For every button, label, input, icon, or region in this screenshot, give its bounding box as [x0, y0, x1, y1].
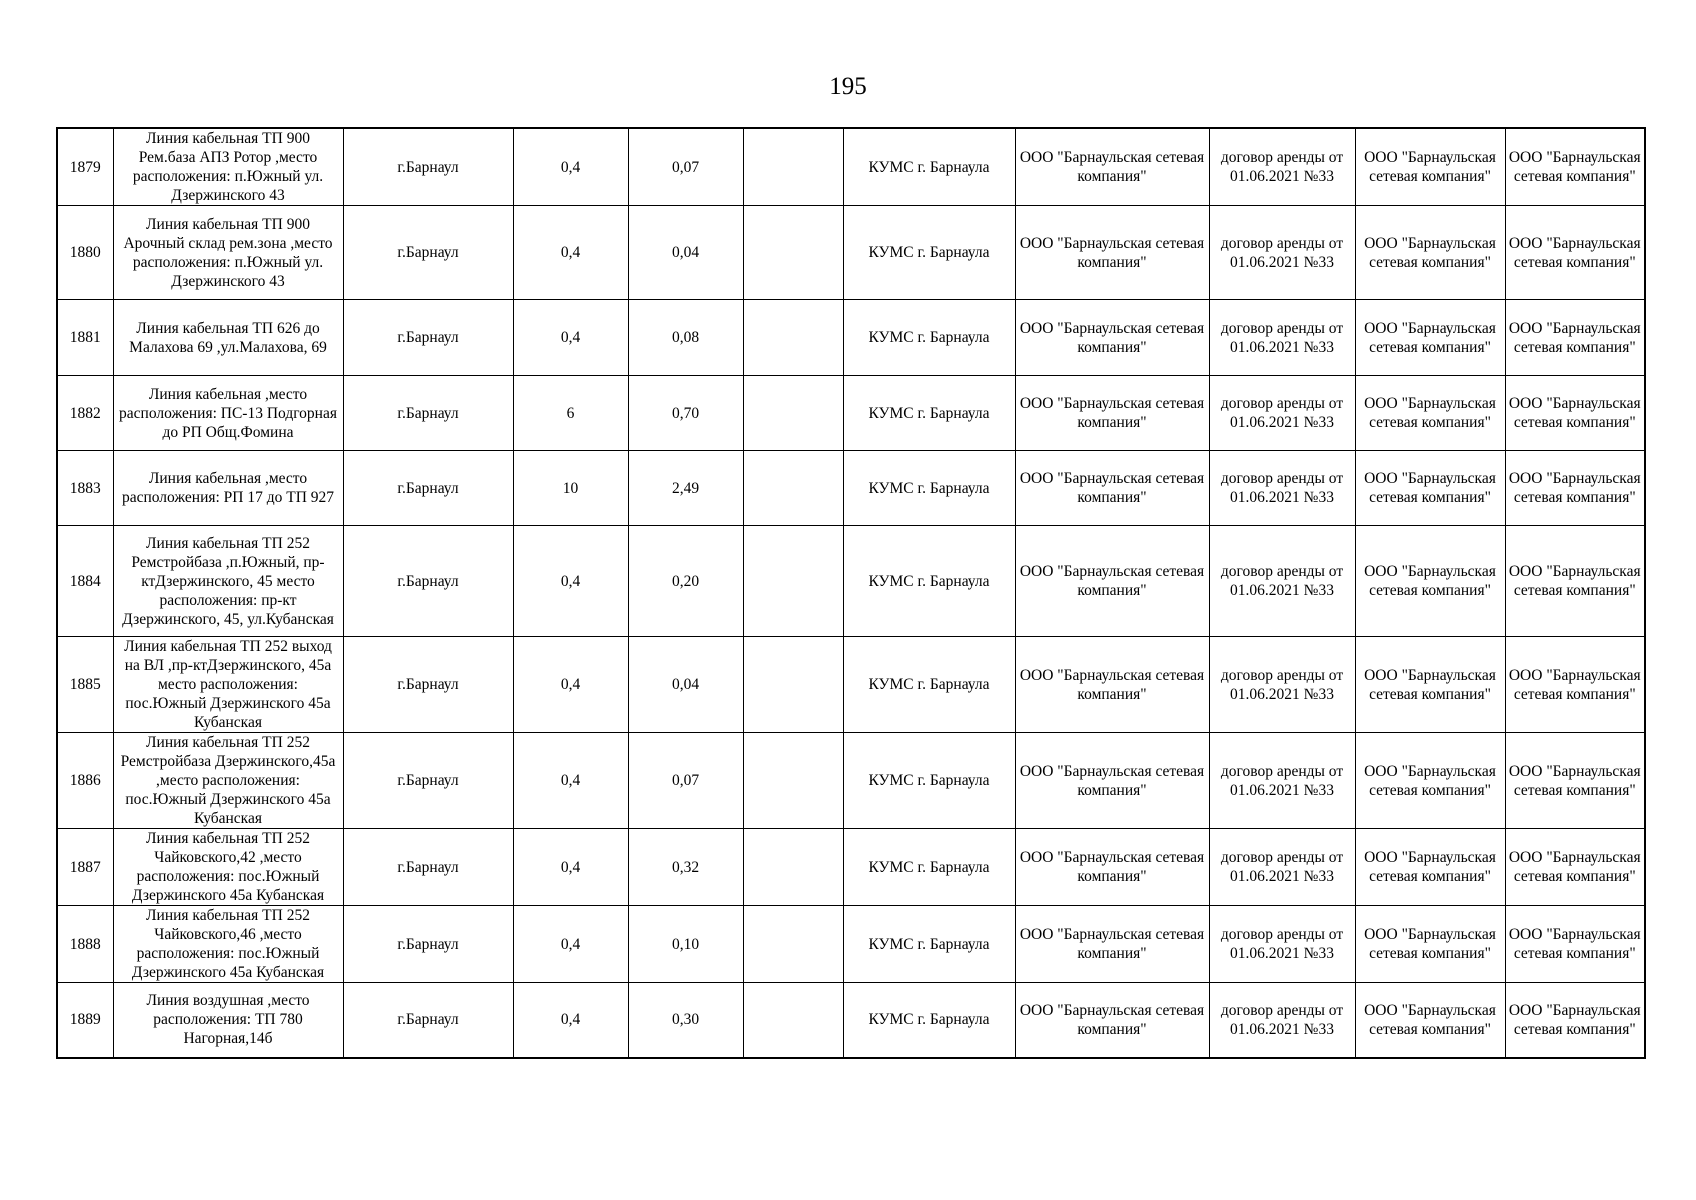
cell-owner: КУМС г. Барнаула	[843, 526, 1015, 637]
cell-city: г.Барнаул	[343, 829, 513, 906]
cell-length: 0,70	[628, 376, 743, 451]
cell-contract: договор аренды от 01.06.2021 №33	[1209, 451, 1355, 526]
cell-owner: КУМС г. Барнаула	[843, 128, 1015, 206]
cell-operator: ООО "Барнаульская сетевая компания"	[1505, 451, 1645, 526]
cell-lessor: ООО "Барнаульская сетевая компания"	[1015, 376, 1209, 451]
cell-extra	[743, 451, 843, 526]
cell-city: г.Барнаул	[343, 906, 513, 983]
cell-operator: ООО "Барнаульская сетевая компания"	[1505, 206, 1645, 300]
cell-lessor: ООО "Барнаульская сетевая компания"	[1015, 733, 1209, 829]
cell-name: Линия кабельная ТП 900 Арочный склад рем.зона ,место расположения: п.Южный ул. Дзержинского 43	[113, 206, 343, 300]
cell-lessor: ООО "Барнаульская сетевая компания"	[1015, 983, 1209, 1058]
cell-contract: договор аренды от 01.06.2021 №33	[1209, 637, 1355, 733]
cell-lessor: ООО "Барнаульская сетевая компания"	[1015, 526, 1209, 637]
table-row	[57, 206, 1645, 300]
cell-num: 1885	[57, 637, 113, 733]
cell-extra	[743, 526, 843, 637]
cell-tenant: ООО "Барнаульская сетевая компания"	[1355, 983, 1505, 1058]
cell-num: 1882	[57, 376, 113, 451]
cell-voltage: 0,4	[513, 637, 628, 733]
cell-owner: КУМС г. Барнаула	[843, 376, 1015, 451]
cell-lessor: ООО "Барнаульская сетевая компания"	[1015, 206, 1209, 300]
cell-name: Линия кабельная ,место расположения: ПС-13 Подгорная до РП Общ.Фомина	[113, 376, 343, 451]
cell-operator: ООО "Барнаульская сетевая компания"	[1505, 128, 1645, 206]
cell-extra	[743, 637, 843, 733]
page-number: 195	[829, 73, 867, 100]
cell-operator: ООО "Барнаульская сетевая компания"	[1505, 829, 1645, 906]
cell-operator: ООО "Барнаульская сетевая компания"	[1505, 906, 1645, 983]
cell-voltage: 0,4	[513, 906, 628, 983]
cell-num: 1888	[57, 906, 113, 983]
cell-name: Линия кабельная ТП 252 Чайковского,42 ,место расположения: пос.Южный Дзержинского 45а Кубанская	[113, 829, 343, 906]
cell-num: 1879	[57, 128, 113, 206]
cell-extra	[743, 983, 843, 1058]
cell-contract: договор аренды от 01.06.2021 №33	[1209, 526, 1355, 637]
cell-num: 1886	[57, 733, 113, 829]
cell-tenant: ООО "Барнаульская сетевая компания"	[1355, 206, 1505, 300]
cell-owner: КУМС г. Барнаула	[843, 829, 1015, 906]
cell-num: 1887	[57, 829, 113, 906]
cell-operator: ООО "Барнаульская сетевая компания"	[1505, 376, 1645, 451]
cell-length: 0,10	[628, 906, 743, 983]
table-row	[57, 526, 1645, 637]
cell-name: Линия кабельная ТП 252 выход на ВЛ ,пр-ктДзержинского, 45а место расположения: пос.Южный Дзержинского 45а Кубанская	[113, 637, 343, 733]
cell-voltage: 0,4	[513, 733, 628, 829]
cell-city: г.Барнаул	[343, 983, 513, 1058]
cell-voltage: 0,4	[513, 128, 628, 206]
cell-length: 0,20	[628, 526, 743, 637]
cell-contract: договор аренды от 01.06.2021 №33	[1209, 376, 1355, 451]
cell-city: г.Барнаул	[343, 128, 513, 206]
cell-extra	[743, 128, 843, 206]
cell-contract: договор аренды от 01.06.2021 №33	[1209, 733, 1355, 829]
cell-operator: ООО "Барнаульская сетевая компания"	[1505, 637, 1645, 733]
cell-contract: договор аренды от 01.06.2021 №33	[1209, 983, 1355, 1058]
cell-tenant: ООО "Барнаульская сетевая компания"	[1355, 906, 1505, 983]
table-row	[57, 128, 1645, 206]
cell-voltage: 6	[513, 376, 628, 451]
cell-owner: КУМС г. Барнаула	[843, 906, 1015, 983]
table-row	[57, 983, 1645, 1058]
cell-owner: КУМС г. Барнаула	[843, 300, 1015, 376]
cell-length: 0,07	[628, 733, 743, 829]
cell-owner: КУМС г. Барнаула	[843, 206, 1015, 300]
cell-contract: договор аренды от 01.06.2021 №33	[1209, 206, 1355, 300]
cell-contract: договор аренды от 01.06.2021 №33	[1209, 829, 1355, 906]
table-row	[57, 637, 1645, 733]
cell-name: Линия кабельная ТП 252 Чайковского,46 ,место расположения: пос.Южный Дзержинского 45а Кубанская	[113, 906, 343, 983]
cell-contract: договор аренды от 01.06.2021 №33	[1209, 906, 1355, 983]
cell-city: г.Барнаул	[343, 637, 513, 733]
cell-name: Линия кабельная ТП 900 Рем.база АПЗ Ротор ,место расположения: п.Южный ул. Дзержинского 43	[113, 128, 343, 206]
cell-voltage: 0,4	[513, 206, 628, 300]
table-row	[57, 376, 1645, 451]
registry-table	[56, 127, 1646, 1059]
cell-owner: КУМС г. Барнаула	[843, 637, 1015, 733]
table-row	[57, 733, 1645, 829]
cell-name: Линия кабельная ТП 626 до Малахова 69 ,ул.Малахова, 69	[113, 300, 343, 376]
cell-city: г.Барнаул	[343, 206, 513, 300]
cell-tenant: ООО "Барнаульская сетевая компания"	[1355, 300, 1505, 376]
cell-voltage: 0,4	[513, 983, 628, 1058]
cell-operator: ООО "Барнаульская сетевая компания"	[1505, 983, 1645, 1058]
cell-operator: ООО "Барнаульская сетевая компания"	[1505, 300, 1645, 376]
cell-num: 1884	[57, 526, 113, 637]
cell-num: 1881	[57, 300, 113, 376]
cell-length: 0,04	[628, 637, 743, 733]
cell-num: 1880	[57, 206, 113, 300]
cell-lessor: ООО "Барнаульская сетевая компания"	[1015, 451, 1209, 526]
cell-extra	[743, 733, 843, 829]
cell-name: Линия кабельная ,место расположения: РП 17 до ТП 927	[113, 451, 343, 526]
table-row	[57, 906, 1645, 983]
cell-lessor: ООО "Барнаульская сетевая компания"	[1015, 128, 1209, 206]
cell-tenant: ООО "Барнаульская сетевая компания"	[1355, 829, 1505, 906]
cell-lessor: ООО "Барнаульская сетевая компания"	[1015, 300, 1209, 376]
cell-owner: КУМС г. Барнаула	[843, 733, 1015, 829]
cell-city: г.Барнаул	[343, 733, 513, 829]
cell-tenant: ООО "Барнаульская сетевая компания"	[1355, 128, 1505, 206]
cell-lessor: ООО "Барнаульская сетевая компания"	[1015, 637, 1209, 733]
table-row	[57, 829, 1645, 906]
cell-voltage: 10	[513, 451, 628, 526]
cell-operator: ООО "Барнаульская сетевая компания"	[1505, 526, 1645, 637]
cell-num: 1889	[57, 983, 113, 1058]
cell-name: Линия кабельная ТП 252 Ремстройбаза ,п.Южный, пр-ктДзержинского, 45 место расположения: пр-кт Дзержинского, 45, ул.Кубанская	[113, 526, 343, 637]
cell-name: Линия кабельная ТП 252 Ремстройбаза Дзержинского,45а ,место расположения: пос.Южный Дзержинского 45а Кубанская	[113, 733, 343, 829]
cell-operator: ООО "Барнаульская сетевая компания"	[1505, 733, 1645, 829]
cell-city: г.Барнаул	[343, 376, 513, 451]
cell-lessor: ООО "Барнаульская сетевая компания"	[1015, 906, 1209, 983]
cell-tenant: ООО "Барнаульская сетевая компания"	[1355, 637, 1505, 733]
cell-extra	[743, 829, 843, 906]
cell-city: г.Барнаул	[343, 300, 513, 376]
cell-length: 0,04	[628, 206, 743, 300]
cell-length: 0,08	[628, 300, 743, 376]
table-row	[57, 300, 1645, 376]
cell-city: г.Барнаул	[343, 526, 513, 637]
cell-length: 0,32	[628, 829, 743, 906]
cell-city: г.Барнаул	[343, 451, 513, 526]
cell-voltage: 0,4	[513, 526, 628, 637]
cell-length: 0,30	[628, 983, 743, 1058]
cell-voltage: 0,4	[513, 829, 628, 906]
cell-tenant: ООО "Барнаульская сетевая компания"	[1355, 376, 1505, 451]
cell-contract: договор аренды от 01.06.2021 №33	[1209, 128, 1355, 206]
cell-tenant: ООО "Барнаульская сетевая компания"	[1355, 526, 1505, 637]
cell-owner: КУМС г. Барнаула	[843, 451, 1015, 526]
cell-contract: договор аренды от 01.06.2021 №33	[1209, 300, 1355, 376]
table-row	[57, 451, 1645, 526]
cell-lessor: ООО "Барнаульская сетевая компания"	[1015, 829, 1209, 906]
cell-extra	[743, 906, 843, 983]
cell-length: 2,49	[628, 451, 743, 526]
cell-extra	[743, 300, 843, 376]
cell-tenant: ООО "Барнаульская сетевая компания"	[1355, 451, 1505, 526]
cell-extra	[743, 376, 843, 451]
cell-extra	[743, 206, 843, 300]
cell-length: 0,07	[628, 128, 743, 206]
cell-owner: КУМС г. Барнаула	[843, 983, 1015, 1058]
cell-num: 1883	[57, 451, 113, 526]
cell-name: Линия воздушная ,место расположения: ТП 780 Нагорная,14б	[113, 983, 343, 1058]
cell-tenant: ООО "Барнаульская сетевая компания"	[1355, 733, 1505, 829]
cell-voltage: 0,4	[513, 300, 628, 376]
